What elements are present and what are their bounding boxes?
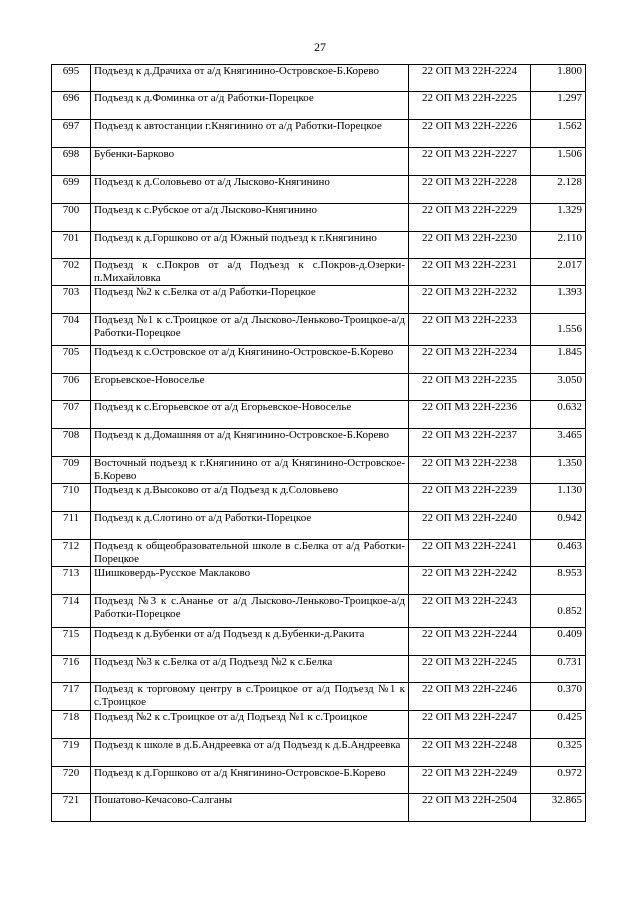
table-row <box>52 120 586 148</box>
row-number-cell: 702 <box>52 259 91 286</box>
table-row <box>52 286 586 314</box>
road-name-cell: Подъезд к д.Бубенки от а/д Подъезд к д.Бубенки-д.Ракита <box>91 628 409 656</box>
row-number-cell: 715 <box>52 628 91 656</box>
road-length-cell: 1.556 <box>531 314 586 346</box>
row-number-cell: 704 <box>52 314 91 346</box>
road-length-cell: 0.972 <box>531 767 586 794</box>
road-id-cell: 22 ОП МЗ 22Н-2234 <box>409 346 531 374</box>
road-id-cell: 22 ОП МЗ 22Н-2227 <box>409 148 531 176</box>
road-id-cell: 22 ОП МЗ 22Н-2242 <box>409 567 531 595</box>
roads-table <box>51 64 586 822</box>
road-name-cell: Подъезд к д.Домашняя от а/д Княгинино-Островское-Б.Корево <box>91 429 409 457</box>
road-length-cell: 1.562 <box>531 120 586 148</box>
row-number-cell: 709 <box>52 457 91 484</box>
road-length-cell: 0.425 <box>531 711 586 739</box>
road-length-cell: 8.953 <box>531 567 586 595</box>
road-id-cell: 22 ОП МЗ 22Н-2244 <box>409 628 531 656</box>
road-name-cell: Подъезд №2 к с.Белка от а/д Работки-Порецкое <box>91 286 409 314</box>
road-id-cell: 22 ОП МЗ 22Н-2246 <box>409 683 531 711</box>
road-length-cell: 1.393 <box>531 286 586 314</box>
table-row <box>52 314 586 346</box>
road-length-cell: 1.350 <box>531 457 586 484</box>
road-id-cell: 22 ОП МЗ 22Н-2232 <box>409 286 531 314</box>
road-length-cell: 0.731 <box>531 656 586 683</box>
road-length-cell: 2.017 <box>531 259 586 286</box>
row-number-cell: 711 <box>52 512 91 540</box>
road-length-cell: 3.050 <box>531 374 586 401</box>
row-number-cell: 713 <box>52 567 91 595</box>
table-row <box>52 65 586 92</box>
road-id-cell: 22 ОП МЗ 22Н-2228 <box>409 176 531 204</box>
road-length-cell: 0.942 <box>531 512 586 540</box>
row-number-cell: 714 <box>52 595 91 628</box>
road-id-cell: 22 ОП МЗ 22Н-2230 <box>409 232 531 259</box>
road-id-cell: 22 ОП МЗ 22Н-2240 <box>409 512 531 540</box>
road-name-cell: Подъезд к д.Драчиха от а/д Княгинино-Островское-Б.Корево <box>91 65 409 92</box>
road-length-cell: 0.463 <box>531 540 586 567</box>
road-id-cell: 22 ОП МЗ 22Н-2231 <box>409 259 531 286</box>
road-name-cell: Подъезд к с.Покров от а/д Подъезд к с.Покров-д.Озерки-п.Михайловка <box>91 259 409 286</box>
table-row <box>52 374 586 401</box>
table-row <box>52 92 586 120</box>
row-number-cell: 718 <box>52 711 91 739</box>
road-length-cell: 0.409 <box>531 628 586 656</box>
road-id-cell: 22 ОП МЗ 22Н-2504 <box>409 794 531 822</box>
road-name-cell: Подъезд к автостанции г.Княгинино от а/д Работки-Порецкое <box>91 120 409 148</box>
road-length-cell: 2.110 <box>531 232 586 259</box>
road-name-cell: Подъезд к д.Фоминка от а/д Работки-Порецкое <box>91 92 409 120</box>
road-length-cell: 1.130 <box>531 484 586 512</box>
road-name-cell: Подъезд к с.Рубское от а/д Лысково-Княгинино <box>91 204 409 232</box>
road-name-cell: Пошатово-Кечасово-Салганы <box>91 794 409 822</box>
table-row <box>52 484 586 512</box>
row-number-cell: 708 <box>52 429 91 457</box>
row-number-cell: 719 <box>52 739 91 767</box>
road-length-cell: 1.297 <box>531 92 586 120</box>
road-length-cell: 1.800 <box>531 65 586 92</box>
table-row <box>52 512 586 540</box>
table-row <box>52 204 586 232</box>
road-id-cell: 22 ОП МЗ 22Н-2236 <box>409 401 531 429</box>
road-name-cell: Подъезд к школе в д.Б.Андреевка от а/д Подъезд к д.Б.Андреевка <box>91 739 409 767</box>
road-name-cell: Шишковердь-Русское Маклаково <box>91 567 409 595</box>
table-row <box>52 656 586 683</box>
road-name-cell: Егорьевское-Новоселье <box>91 374 409 401</box>
table-row <box>52 401 586 429</box>
road-name-cell: Подъезд к д.Соловьево от а/д Лысково-Княгинино <box>91 176 409 204</box>
row-number-cell: 706 <box>52 374 91 401</box>
road-length-cell: 0.370 <box>531 683 586 711</box>
row-number-cell: 699 <box>52 176 91 204</box>
road-name-cell: Подъезд №2 к с.Троицкое от а/д Подъезд №1 к с.Троицкое <box>91 711 409 739</box>
road-name-cell: Подъезд №3 к с.Ананье от а/д Лысково-Леньково-Троицкое-а/д Работки-Порецкое <box>91 595 409 628</box>
road-length-cell: 0.632 <box>531 401 586 429</box>
road-id-cell: 22 ОП МЗ 22Н-2239 <box>409 484 531 512</box>
road-id-cell: 22 ОП МЗ 22Н-2248 <box>409 739 531 767</box>
road-name-cell: Подъезд к с.Островское от а/д Княгинино-Островское-Б.Корево <box>91 346 409 374</box>
row-number-cell: 698 <box>52 148 91 176</box>
table-row <box>52 628 586 656</box>
roads-table-body <box>52 65 586 822</box>
row-number-cell: 703 <box>52 286 91 314</box>
road-name-cell: Подъезд к общеобразовательной школе в с.Белка от а/д Работки-Порецкое <box>91 540 409 567</box>
table-row <box>52 457 586 484</box>
road-id-cell: 22 ОП МЗ 22Н-2224 <box>409 65 531 92</box>
row-number-cell: 721 <box>52 794 91 822</box>
table-row <box>52 540 586 567</box>
road-id-cell: 22 ОП МЗ 22Н-2233 <box>409 314 531 346</box>
road-name-cell: Подъезд к д.Высоково от а/д Подъезд к д.Соловьево <box>91 484 409 512</box>
road-length-cell: 1.845 <box>531 346 586 374</box>
road-name-cell: Подъезд №1 к с.Троицкое от а/д Лысково-Леньково-Троицкое-а/д Работки-Порецкое <box>91 314 409 346</box>
row-number-cell: 697 <box>52 120 91 148</box>
road-name-cell: Подъезд к торговому центру в с.Троицкое от а/д Подъезд №1 к с.Троицкое <box>91 683 409 711</box>
row-number-cell: 707 <box>52 401 91 429</box>
row-number-cell: 716 <box>52 656 91 683</box>
row-number-cell: 701 <box>52 232 91 259</box>
road-id-cell: 22 ОП МЗ 22Н-2225 <box>409 92 531 120</box>
road-name-cell: Бубенки-Барково <box>91 148 409 176</box>
road-length-cell: 0.325 <box>531 739 586 767</box>
road-name-cell: Подъезд №3 к с.Белка от а/д Подъезд №2 к с.Белка <box>91 656 409 683</box>
road-length-cell: 1.506 <box>531 148 586 176</box>
table-row <box>52 711 586 739</box>
road-id-cell: 22 ОП МЗ 22Н-2238 <box>409 457 531 484</box>
row-number-cell: 712 <box>52 540 91 567</box>
road-length-cell: 2.128 <box>531 176 586 204</box>
table-row <box>52 148 586 176</box>
road-id-cell: 22 ОП МЗ 22Н-2229 <box>409 204 531 232</box>
row-number-cell: 695 <box>52 65 91 92</box>
table-row <box>52 259 586 286</box>
row-number-cell: 696 <box>52 92 91 120</box>
road-name-cell: Подъезд к д.Горшково от а/д Южный подъезд к г.Княгинино <box>91 232 409 259</box>
road-id-cell: 22 ОП МЗ 22Н-2241 <box>409 540 531 567</box>
road-name-cell: Подъезд к д.Горшково от а/д Княгинино-Островское-Б.Корево <box>91 767 409 794</box>
table-row <box>52 567 586 595</box>
road-name-cell: Восточный подъезд к г.Княгинино от а/д Княгинино-Островское-Б.Корево <box>91 457 409 484</box>
road-id-cell: 22 ОП МЗ 22Н-2249 <box>409 767 531 794</box>
table-row <box>52 595 586 628</box>
road-name-cell: Подъезд к с.Егорьевское от а/д Егорьевское-Новоселье <box>91 401 409 429</box>
table-row <box>52 176 586 204</box>
table-row <box>52 767 586 794</box>
road-length-cell: 3.465 <box>531 429 586 457</box>
road-id-cell: 22 ОП МЗ 22Н-2237 <box>409 429 531 457</box>
road-length-cell: 0.852 <box>531 595 586 628</box>
row-number-cell: 700 <box>52 204 91 232</box>
road-name-cell: Подъезд к д.Слотино от а/д Работки-Порецкое <box>91 512 409 540</box>
road-id-cell: 22 ОП МЗ 22Н-2243 <box>409 595 531 628</box>
table-row <box>52 794 586 822</box>
row-number-cell: 720 <box>52 767 91 794</box>
row-number-cell: 710 <box>52 484 91 512</box>
table-row <box>52 346 586 374</box>
row-number-cell: 705 <box>52 346 91 374</box>
road-id-cell: 22 ОП МЗ 22Н-2245 <box>409 656 531 683</box>
road-id-cell: 22 ОП МЗ 22Н-2226 <box>409 120 531 148</box>
road-length-cell: 1.329 <box>531 204 586 232</box>
table-row <box>52 232 586 259</box>
road-length-cell: 32.865 <box>531 794 586 822</box>
page-number: 27 <box>314 40 326 54</box>
row-number-cell: 717 <box>52 683 91 711</box>
table-row <box>52 739 586 767</box>
table-row <box>52 429 586 457</box>
table-row <box>52 683 586 711</box>
road-id-cell: 22 ОП МЗ 22Н-2247 <box>409 711 531 739</box>
road-id-cell: 22 ОП МЗ 22Н-2235 <box>409 374 531 401</box>
